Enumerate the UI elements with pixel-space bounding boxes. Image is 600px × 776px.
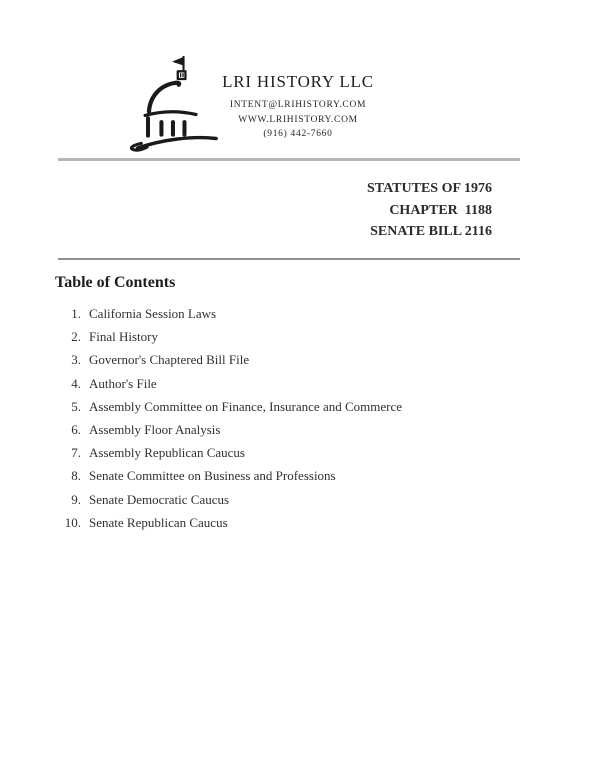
toc-item-10	[0, 515, 600, 531]
toc-item-number: 8.	[71, 468, 81, 484]
chapter-line: CHAPTER 1188	[389, 202, 492, 218]
divider-middle	[58, 258, 520, 260]
statutes-line: STATUTES OF 1976	[367, 181, 492, 196]
toc-item-label: Final History	[89, 329, 158, 345]
toc-item-number: 2.	[71, 329, 81, 345]
toc-item-label: Assembly Committee on Finance, Insurance and Commerce	[89, 398, 403, 414]
toc-item-label: Governor's Chaptered Bill File	[89, 352, 250, 368]
toc-item-label: Senate Democratic Caucus	[89, 491, 230, 507]
toc-item-number: 4.	[71, 375, 81, 391]
toc-item-label: Assembly Republican Caucus	[89, 445, 245, 461]
toc-item-number: 6.	[71, 421, 81, 437]
toc-item-9	[0, 492, 600, 508]
toc-item-label: Author's File	[89, 375, 157, 391]
website-text: WWW.LRIHISTORY.COM	[238, 114, 358, 125]
toc-item-2	[0, 329, 600, 345]
toc-item-number: 10.	[64, 514, 81, 530]
toc-item-label: California Session Laws	[89, 306, 217, 321]
divider-top	[58, 158, 520, 161]
toc-item-number: 9.	[71, 491, 81, 507]
toc-item-5	[0, 399, 600, 415]
toc-item-number: 3.	[71, 352, 81, 368]
phone-text: (916) 442-7660	[263, 129, 333, 139]
reference-block	[0, 178, 492, 243]
toc-item-number: 1.	[71, 306, 81, 321]
toc-item-label: Senate Republican Caucus	[89, 514, 228, 530]
toc-item-label: Assembly Floor Analysis	[89, 421, 221, 437]
toc-item-3	[0, 352, 600, 368]
email-text: INTENT@LRIHISTORY.COM	[229, 100, 367, 110]
company-name: LRI HISTORY LLC	[222, 72, 374, 91]
toc-item-6	[0, 422, 600, 438]
toc-item-number: 7.	[71, 445, 81, 461]
toc-item-4	[0, 376, 600, 392]
contact-block	[178, 98, 418, 142]
senate-bill-line: SENATE BILL 2116	[370, 224, 492, 239]
toc-item-8	[0, 468, 600, 484]
toc-heading: Table of Contents	[55, 274, 176, 291]
toc-item-7	[0, 445, 600, 461]
toc-item-number: 5.	[71, 398, 81, 414]
toc-item-label: Senate Committee on Business and Professions	[89, 468, 336, 484]
toc-list	[0, 306, 600, 538]
toc-item-1	[0, 306, 600, 322]
